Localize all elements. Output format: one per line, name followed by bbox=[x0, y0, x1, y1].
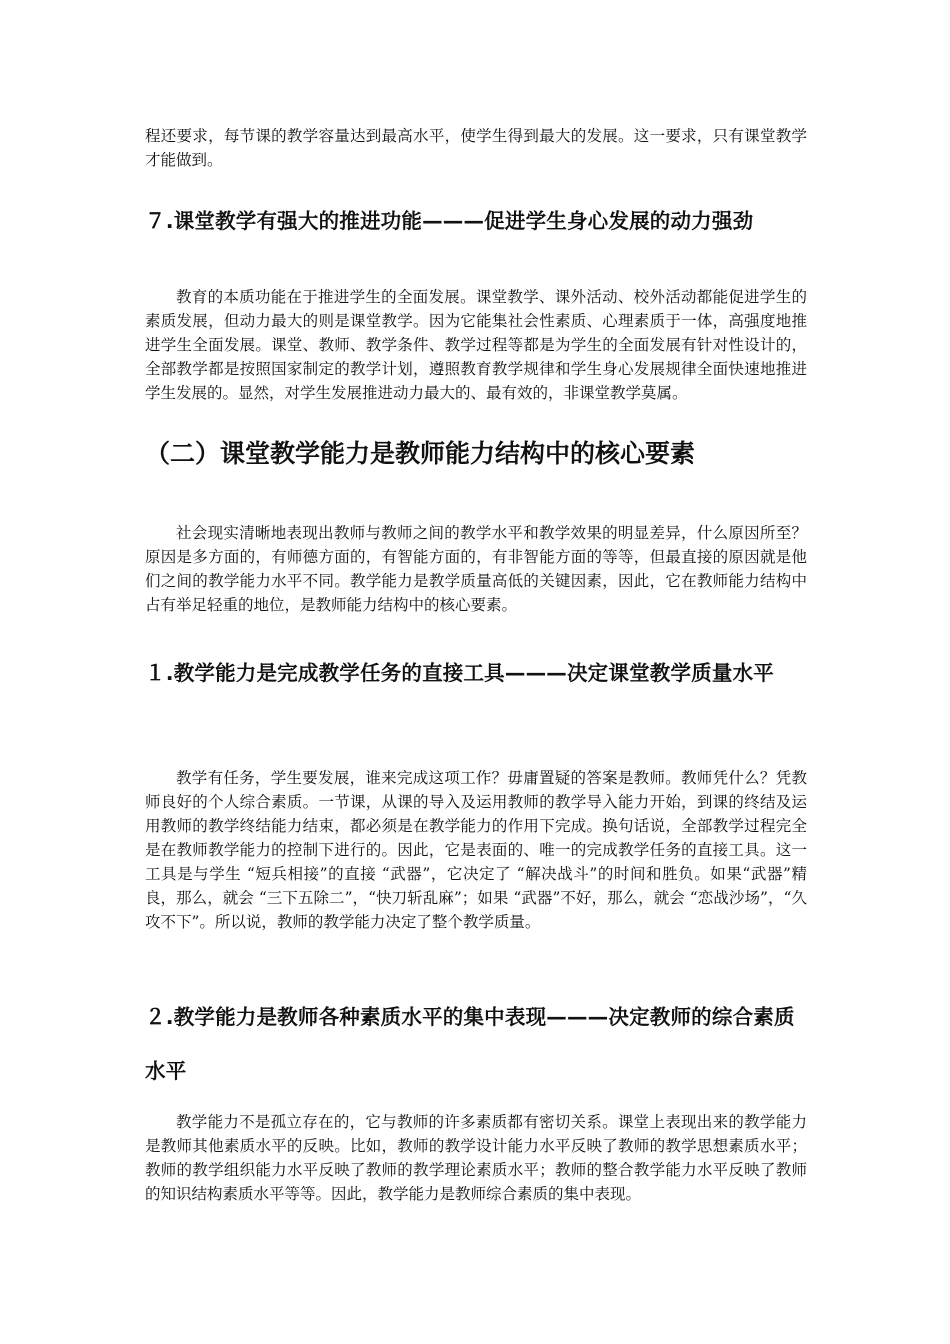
section-2-paragraph-block bbox=[145, 521, 807, 617]
section-2-heading-block bbox=[145, 434, 807, 474]
heading-2-block bbox=[145, 990, 807, 1098]
heading-1: １.教学能力是完成教学任务的直接工具———决定课堂教学质量水平 bbox=[145, 661, 774, 685]
section-2-paragraph: 社会现实清晰地表现出教师与教师之间的教学水平和教学效果的明显差异，什么原因所至？原因是多方面的，有师德方面的，有智能方面的，有非智能方面的等等，但最直接的原因就是他们之间的教学能力水平不同。教学能力是教学质量高低的关键因素，因此，它在教师能力结构中占有举足轻重的地位，是教师能力结构中的核心要素。 bbox=[145, 524, 807, 614]
heading-7-block bbox=[145, 202, 807, 240]
heading-1-block bbox=[145, 646, 807, 700]
intro-paragraph-block bbox=[145, 124, 807, 172]
heading-2: ２.教学能力是教师各种素质水平的集中表现———决定教师的综合素质水平 bbox=[145, 1005, 795, 1083]
paragraph-2: 教学能力不是孤立存在的，它与教师的许多素质都有密切关系。课堂上表现出来的教学能力是教师其他素质水平的反映。比如，教师的教学设计能力水平反映了教师的教学思想素质水平；教师的教学组织能力水平反映了教师的教学理论素质水平；教师的整合教学能力水平反映了教师的知识结构素质水平等等。因此，教学能力是教师综合素质的集中表现。 bbox=[145, 1113, 807, 1203]
section-2-heading: （二）课堂教学能力是教师能力结构中的核心要素 bbox=[145, 439, 696, 468]
intro-paragraph: 程还要求，每节课的教学容量达到最高水平，使学生得到最大的发展。这一要求，只有课堂教学才能做到。 bbox=[145, 127, 807, 169]
heading-7: ７.课堂教学有强大的推进功能———促进学生身心发展的动力强劲 bbox=[145, 209, 754, 233]
paragraph-7: 教育的本质功能在于推进学生的全面发展。课堂教学、课外活动、校外活动都能促进学生的素质发展，但动力最大的则是课堂教学。因为它能集社会性素质、心理素质于一体，高强度地推进学生全面发展。课堂、教师、教学条件、教学过程等都是为学生的全面发展有针对性设计的，全部教学都是按照国家制定的教学计划，遵照教育教学规律和学生身心发展规律全面快速地推进学生发展的。显然，对学生发展推进动力最大的、最有效的，非课堂教学莫属。 bbox=[145, 288, 807, 402]
paragraph-1: 教学有任务，学生要发展，谁来完成这项工作？毋庸置疑的答案是教师。教师凭什么？凭教师良好的个人综合素质。一节课，从课的导入及运用教师的教学导入能力开始，到课的终结及运用教师的教学终结能力结束，都必须是在教学能力的作用下完成。换句话说，全部教学过程完全是在教师教学能力的控制下进行的。因此，它是表面的、唯一的完成教学任务的直接工具。这一工具是与学生 “短兵相接”的直接 “武器”，它决定了 “解决战斗”的时间和胜负。如果“武器”精良，那么，就会 “三下五除二”，“快刀斩乱麻”；如果 “武器”不好，那么，就会 “恋战沙场”，“久攻不下”。所以说，教师的教学能力决定了整个教学质量。 bbox=[145, 769, 807, 931]
paragraph-2-block bbox=[145, 1110, 807, 1206]
paragraph-1-block bbox=[145, 766, 807, 934]
paragraph-7-block bbox=[145, 285, 807, 405]
